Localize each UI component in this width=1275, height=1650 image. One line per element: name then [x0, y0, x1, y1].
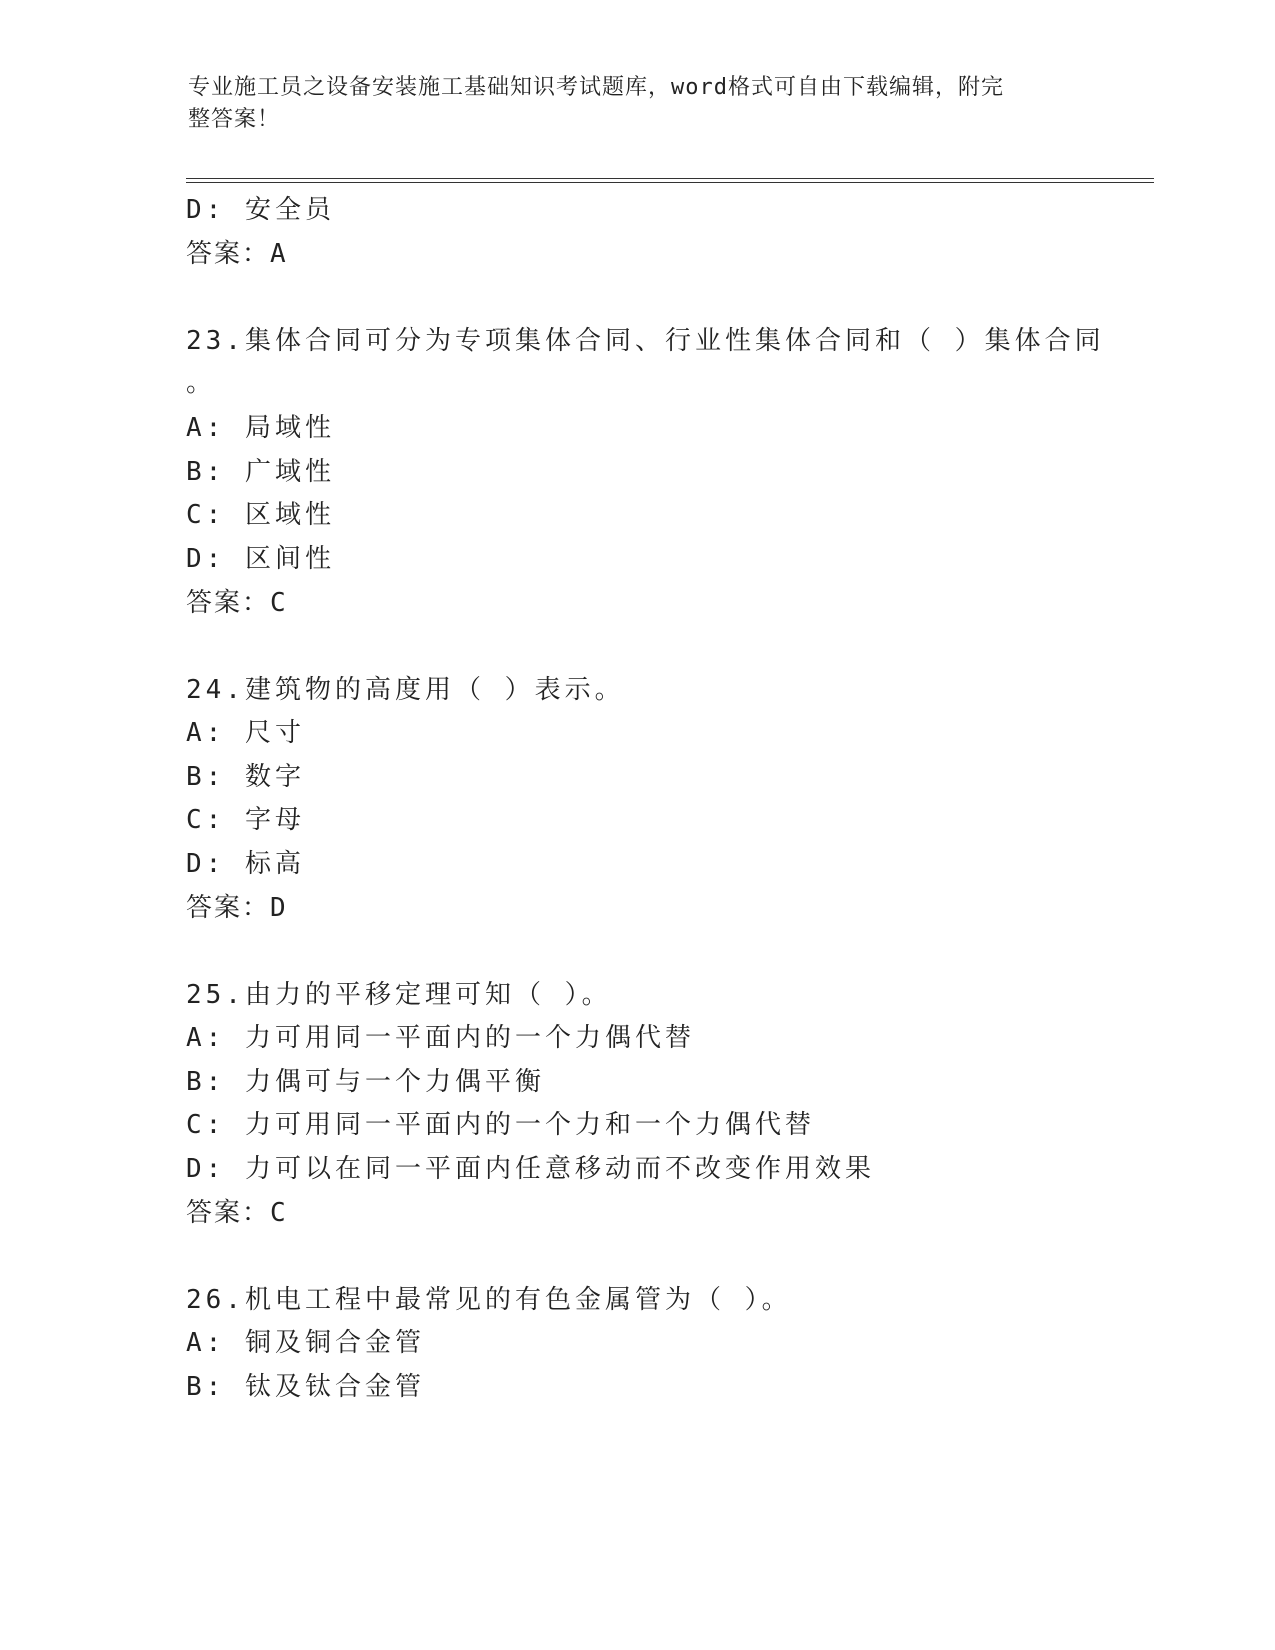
q25-option-d: D: 力可以在同一平面内任意移动而不改变作用效果	[186, 1154, 875, 1184]
q23-option-c: C: 区域性	[186, 500, 335, 530]
header-line-2: 整答案！	[188, 107, 281, 132]
header-divider-bottom	[186, 182, 1154, 183]
q26-option-a: A: 铜及铜合金管	[186, 1328, 425, 1358]
q23-stem: 23.集体合同可分为专项集体合同、行业性集体合同和（ ）集体合同	[186, 326, 1105, 356]
q24-answer: 答案：D	[186, 893, 288, 923]
q25-option-b: B: 力偶可与一个力偶平衡	[186, 1067, 545, 1097]
document-header	[188, 72, 1088, 136]
q24-option-a: A: 尺寸	[186, 718, 305, 748]
q24-option-d: D: 标高	[186, 849, 305, 879]
q25-option-c: C: 力可用同一平面内的一个力和一个力偶代替	[186, 1110, 815, 1140]
q25-option-a: A: 力可用同一平面内的一个力偶代替	[186, 1023, 695, 1053]
q23-option-a: A: 局域性	[186, 413, 335, 443]
q23-answer: 答案：C	[186, 588, 288, 618]
q23-option-b: B: 广域性	[186, 457, 335, 487]
q24-option-c: C: 字母	[186, 805, 305, 835]
q25-stem: 25.由力的平移定理可知（ ）。	[186, 980, 612, 1010]
q22-option-d: D: 安全员	[186, 195, 335, 225]
q26-stem: 26.机电工程中最常见的有色金属管为（ ）。	[186, 1285, 792, 1315]
q22-answer: 答案：A	[186, 239, 288, 269]
q26-option-b: B: 钛及钛合金管	[186, 1372, 425, 1402]
q24-stem: 24.建筑物的高度用（ ）表示。	[186, 675, 625, 705]
header-divider-top	[186, 178, 1154, 179]
q25-answer: 答案：C	[186, 1198, 288, 1228]
q24-option-b: B: 数字	[186, 762, 305, 792]
q23-stem-continued: 。	[186, 368, 217, 398]
q23-option-d: D: 区间性	[186, 544, 335, 574]
header-line-1: 专业施工员之设备安装施工基础知识考试题库，word格式可自由下载编辑，附完	[188, 75, 1004, 100]
